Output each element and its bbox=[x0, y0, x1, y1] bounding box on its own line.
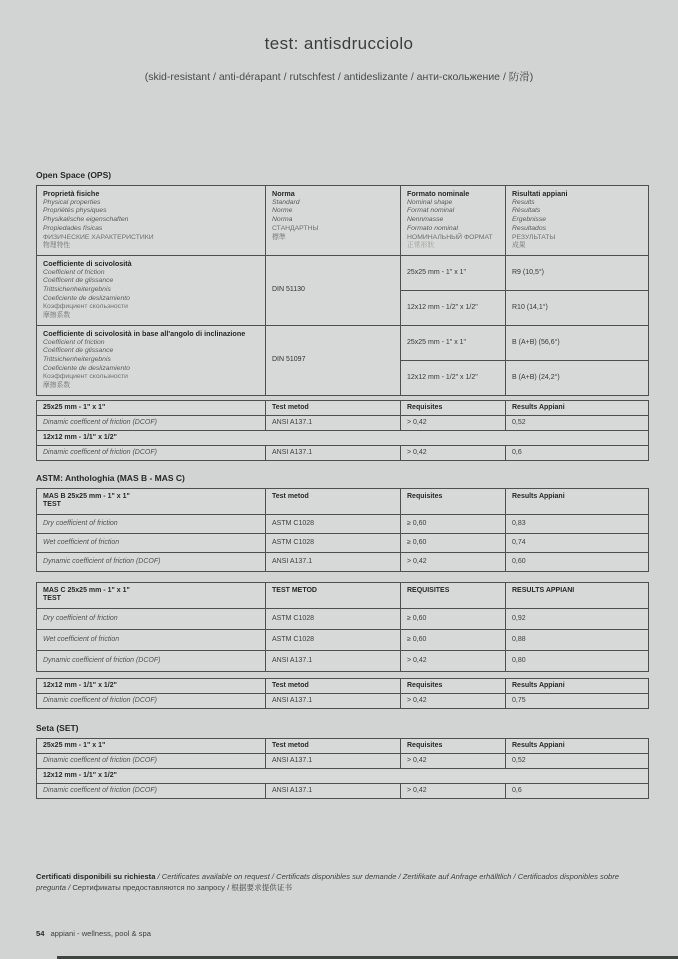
result-cell: 0,52 bbox=[506, 415, 649, 430]
header-cell: 25x25 mm - 1" x 1" bbox=[37, 400, 266, 415]
table-header-row bbox=[37, 582, 649, 608]
result-cell: 0,74 bbox=[506, 533, 649, 552]
result-cell: R10 (14,1°) bbox=[506, 290, 649, 325]
result-cell: 0,75 bbox=[506, 693, 649, 708]
test-name-cell: Wet coefficient of friction bbox=[37, 533, 266, 552]
table-row bbox=[37, 650, 649, 671]
table-header-row bbox=[37, 488, 649, 514]
header-cell: TEST METOD bbox=[266, 582, 401, 608]
method-cell: ANSI A137.1 bbox=[266, 445, 401, 460]
test-name-cell: Wet coefficient of friction bbox=[37, 629, 266, 650]
method-cell: ASTM C1028 bbox=[266, 629, 401, 650]
header-cell: REQUISITES bbox=[401, 582, 506, 608]
property-cell: Coefficiente di scivolosità Coefficient of friction Coéfficent de glissance Trittsichenheitergebnis Coeficiente de deslizamiento Коэффициент скользности 摩擦系数 bbox=[37, 255, 266, 325]
requisite-cell: > 0,42 bbox=[401, 445, 506, 460]
test-name-cell: Dinamic coefficent of friction (DCOF) bbox=[37, 783, 266, 798]
table-row bbox=[37, 552, 649, 571]
requisite-cell: ≥ 0,60 bbox=[401, 629, 506, 650]
requisite-cell: > 0,42 bbox=[401, 415, 506, 430]
header-cell bbox=[37, 488, 266, 514]
result-cell: 0,6 bbox=[506, 783, 649, 798]
page-footer bbox=[36, 929, 151, 938]
requisite-cell: > 0,42 bbox=[401, 783, 506, 798]
result-cell: 0,80 bbox=[506, 650, 649, 671]
content-area bbox=[36, 170, 648, 799]
requisite-cell: > 0,42 bbox=[401, 650, 506, 671]
table-header-row bbox=[37, 738, 649, 753]
brand-line: appiani - wellness, pool & spa bbox=[50, 929, 151, 938]
method-cell: ANSI A137.1 bbox=[266, 552, 401, 571]
ops-main-table bbox=[36, 185, 649, 396]
table-subheader-row bbox=[37, 430, 649, 445]
certificates-note-bold: Certificati disponibili su richiesta bbox=[36, 872, 156, 881]
header-cell: RESULTS APPIANI bbox=[506, 582, 649, 608]
method-cell: ANSI A137.1 bbox=[266, 693, 401, 708]
method-cell: ANSI A137.1 bbox=[266, 783, 401, 798]
header-cell: Results Appiani bbox=[506, 738, 649, 753]
ops-dcof-table bbox=[36, 400, 649, 461]
property-cell: Coefficiente di scivolosità in base all'angolo di inclinazione Coefficient of friction Coéfficent de glissance Trittsichenheitergebnis Coeficiente de deslizamiento Коэффициент скользности 摩擦系数 bbox=[37, 325, 266, 395]
table-header-row bbox=[37, 186, 649, 256]
result-cell: 0,60 bbox=[506, 552, 649, 571]
page-subtitle: (skid-resistant / anti-dérapant / rutschfest / antideslizante / анти-скольжение / 防滑) bbox=[144, 71, 534, 83]
test-name-cell: Dinamic coefficent of friction (DCOF) bbox=[37, 753, 266, 768]
standard-cell: DIN 51130 bbox=[266, 255, 401, 325]
header-cell: Requisites bbox=[401, 488, 506, 514]
seta-table bbox=[36, 738, 649, 799]
method-cell: ASTM C1028 bbox=[266, 514, 401, 533]
table-row bbox=[37, 693, 649, 708]
result-cell: B (A+B) (56,6°) bbox=[506, 325, 649, 360]
astm-masc-table bbox=[36, 582, 649, 672]
col-header-properties: Proprietà fisiche Physical properties Propriétés physiques Physikalische eigenschaften Propiedades físicas ФИЗИЧЕСКИЕ ХАРАКТЕРИСТИКИ 物理特性 bbox=[37, 186, 266, 256]
test-name-cell: Dinamic coefficent of friction (DCOF) bbox=[37, 415, 266, 430]
table-row bbox=[37, 445, 649, 460]
standard-cell: DIN 51097 bbox=[266, 325, 401, 395]
header-cell: Results Appiani bbox=[506, 400, 649, 415]
table-row bbox=[37, 783, 649, 798]
requisite-cell: > 0,42 bbox=[401, 753, 506, 768]
result-cell: 0,6 bbox=[506, 445, 649, 460]
header-cell: 25x25 mm - 1" x 1" bbox=[37, 738, 266, 753]
header-line: TEST bbox=[43, 595, 61, 603]
table-header-row bbox=[37, 400, 649, 415]
page-number: 54 bbox=[36, 929, 45, 938]
requisite-cell: ≥ 0,60 bbox=[401, 533, 506, 552]
header-cell: Test metod bbox=[266, 678, 401, 693]
result-cell: B (A+B) (24,2°) bbox=[506, 360, 649, 395]
header-cell: Requisites bbox=[401, 400, 506, 415]
header-cell: 12x12 mm - 1/1" x 1/2" bbox=[37, 678, 266, 693]
test-name-cell: Dinamic coefficent of friction (DCOF) bbox=[37, 445, 266, 460]
table-header-row bbox=[37, 678, 649, 693]
result-cell: R9 (10,5°) bbox=[506, 255, 649, 290]
header-cell: Requisites bbox=[401, 738, 506, 753]
header-cell: Results Appiani bbox=[506, 488, 649, 514]
certificates-note bbox=[36, 872, 648, 894]
certificates-note-translations-cyr: Сертификаты предоставляются по запросу / 根据要求提供证书 bbox=[72, 882, 293, 892]
requisite-cell: > 0,42 bbox=[401, 552, 506, 571]
format-cell: 12x12 mm - 1/2" x 1/2" bbox=[401, 360, 506, 395]
section-heading-seta: Seta (SET) bbox=[36, 722, 79, 733]
test-name-cell: Dry coefficient of friction bbox=[37, 608, 266, 629]
page-title: test: antisdrucciolo bbox=[264, 34, 414, 53]
header-cell: Results Appiani bbox=[506, 678, 649, 693]
table-row bbox=[37, 753, 649, 768]
table-row bbox=[37, 415, 649, 430]
section-heading-ops: Open Space (OPS) bbox=[36, 170, 112, 180]
col-header-format: Formato nominale Nominal shape Format nominal Nennmasse Formato nominal НОМИНАЛЬНЫЙ ФОРМАТ 正常形狀 bbox=[401, 186, 506, 256]
astm-masb-table bbox=[36, 488, 649, 572]
table-row bbox=[37, 608, 649, 629]
method-cell: ASTM C1028 bbox=[266, 608, 401, 629]
header-cell bbox=[37, 582, 266, 608]
result-cell: 0,52 bbox=[506, 753, 649, 768]
header-cell: Test metod bbox=[266, 488, 401, 514]
test-name-cell: Dynamic coefficient of friction (DCOF) bbox=[37, 552, 266, 571]
astm-12x12-table bbox=[36, 678, 649, 709]
format-cell: 25x25 mm - 1" x 1" bbox=[401, 325, 506, 360]
result-cell: 0,92 bbox=[506, 608, 649, 629]
method-cell: ASTM C1028 bbox=[266, 533, 401, 552]
test-name-cell: Dinamic coefficent of friction (DCOF) bbox=[37, 693, 266, 708]
table-row bbox=[37, 514, 649, 533]
requisite-cell: ≥ 0,60 bbox=[401, 514, 506, 533]
header-cell: Test metod bbox=[266, 400, 401, 415]
table-row bbox=[37, 255, 649, 290]
result-cell: 0,83 bbox=[506, 514, 649, 533]
format-cell: 25x25 mm - 1" x 1" bbox=[401, 255, 506, 290]
method-cell: ANSI A137.1 bbox=[266, 415, 401, 430]
header-line: MAS C 25x25 mm - 1" x 1" bbox=[43, 586, 130, 594]
table-subheader-row bbox=[37, 768, 649, 783]
header-line: MAS B 25x25 mm - 1" x 1" bbox=[43, 492, 130, 500]
col-header-standard: Norma Standard Norme Norma СТАНДАРТНЫ 標準 bbox=[266, 186, 401, 256]
table-row bbox=[37, 325, 649, 360]
table-row bbox=[37, 629, 649, 650]
section-heading-astm: ASTM: Anthologhia (MAS B - MAS C) bbox=[36, 472, 185, 483]
method-cell: ANSI A137.1 bbox=[266, 650, 401, 671]
header-cell: Test metod bbox=[266, 738, 401, 753]
result-cell: 0,88 bbox=[506, 629, 649, 650]
method-cell: ANSI A137.1 bbox=[266, 753, 401, 768]
test-name-cell: Dry coefficient of friction bbox=[37, 514, 266, 533]
header-cell: Requisites bbox=[401, 678, 506, 693]
test-name-cell: Dynamic coefficient of friction (DCOF) bbox=[37, 650, 266, 671]
header-line: TEST bbox=[43, 501, 61, 509]
table-row bbox=[37, 533, 649, 552]
requisite-cell: ≥ 0,60 bbox=[401, 608, 506, 629]
subheader-cell: 12x12 mm - 1/1" x 1/2" bbox=[37, 430, 649, 445]
subheader-cell: 12x12 mm - 1/1" x 1/2" bbox=[37, 768, 649, 783]
requisite-cell: > 0,42 bbox=[401, 693, 506, 708]
format-cell: 12x12 mm - 1/2" x 1/2" bbox=[401, 290, 506, 325]
col-header-results: Risultati appiani Results Résultats Ergebnisse Resultados РЕЗУЛЬТАТЫ 成果 bbox=[506, 186, 649, 256]
certificates-note-translations: / Certificates available on request / Certificats disponibles sur demande / Zertifikate auf Anfrage erhälltlich / Certificados disponibles sobre pregunta / bbox=[36, 872, 620, 892]
